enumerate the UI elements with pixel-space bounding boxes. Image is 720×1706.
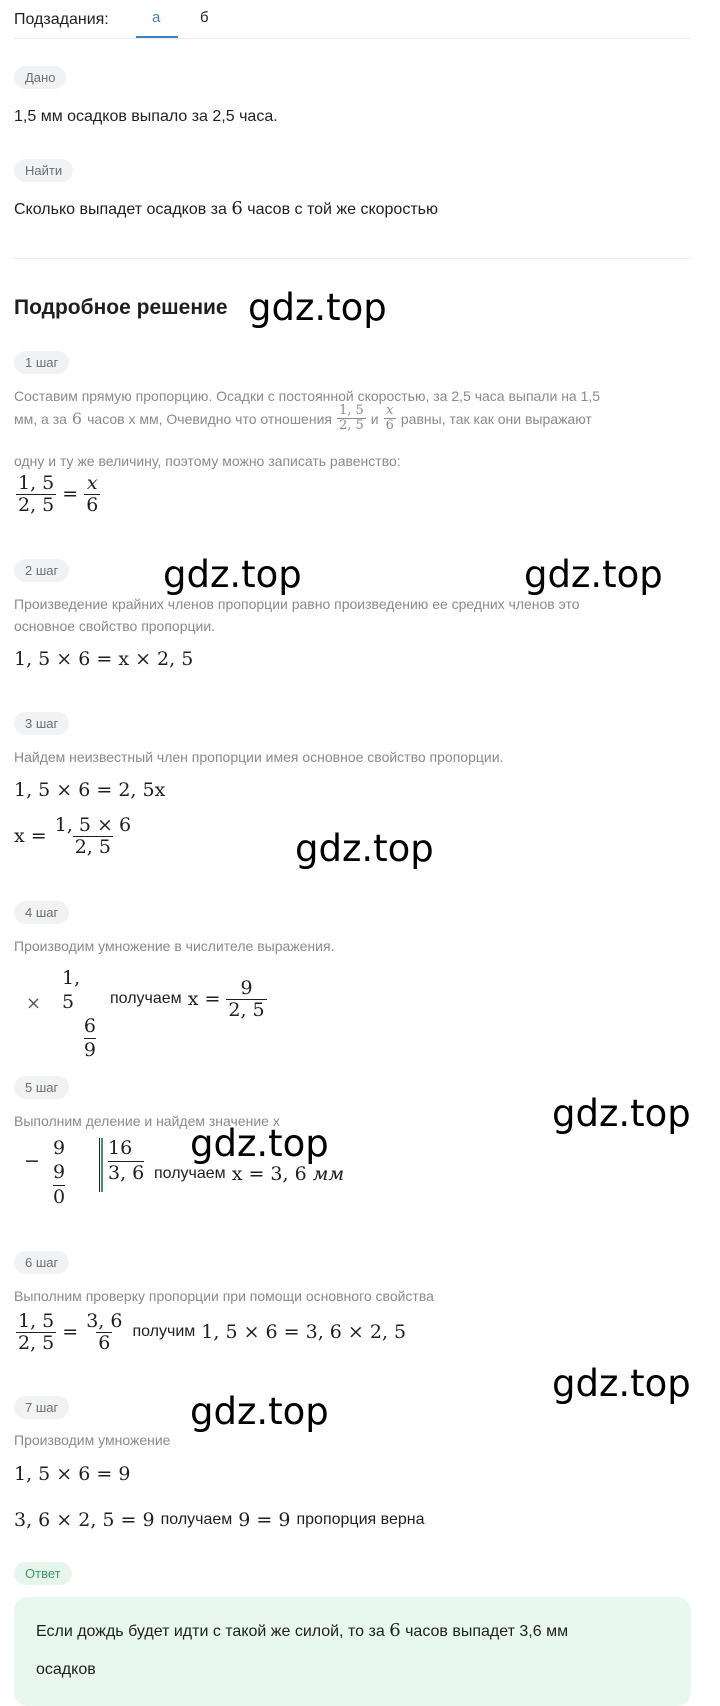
step-1-eq-frac-2: [84, 473, 100, 516]
step-1-text-line2: [14, 404, 592, 434]
step-1-eq-frac-1-num: 1, 5: [18, 472, 55, 494]
step-1-line2-c: равны, так как они выражают: [400, 410, 592, 427]
step-4-fraction-den: 2, 5: [228, 998, 265, 1021]
answer-badge: Ответ: [14, 1562, 72, 1585]
header-divider: [14, 38, 691, 39]
step-5-result: [148, 1163, 344, 1185]
step-1-ratio-2: [384, 404, 396, 434]
step-3-lhs: x =: [14, 825, 47, 848]
step-3-badge: 3 шаг: [14, 712, 69, 735]
step-4-fraction: [226, 978, 266, 1021]
step-6-frac-2-den: 6: [98, 1331, 111, 1354]
watermark: gdz.top: [190, 1390, 329, 1433]
step-1-line2-b: часов х мм, Очевидно что отношения: [87, 410, 332, 427]
step-3-formula-1: 1, 5 × 6 = 2, 5x: [14, 779, 166, 801]
step-4-top: 1, 5: [62, 967, 81, 1013]
step-5-badge: 5 шаг: [14, 1076, 69, 1099]
step-1-ratio-1-den: 2, 5: [338, 418, 364, 434]
step-1-equation: [14, 473, 102, 516]
step-4-lhs: x =: [187, 988, 221, 1011]
step-7-word-1: получаем: [160, 1511, 233, 1528]
answer-line-2: осадков: [36, 1661, 96, 1678]
step-5-text: Выполним деление и найдем значение х: [14, 1113, 280, 1129]
tab-b[interactable]: б: [200, 9, 209, 26]
step-6-frac-1-den: 2, 5: [18, 1331, 55, 1354]
step-4-fraction-num: 9: [240, 977, 253, 999]
step-4-times-sign: ×: [26, 993, 42, 1014]
step-4-mid: 6: [83, 1014, 96, 1037]
step-5-dividend: 9: [52, 1137, 66, 1159]
watermark: gdz.top: [248, 286, 387, 329]
solution-title: Подробное решение: [14, 296, 228, 319]
step-6-frac-1-num: 1, 5: [18, 1310, 55, 1332]
find-text-after: часов с той же скоростью: [247, 201, 438, 218]
step-4-bottom: 9: [83, 1039, 96, 1062]
step-6-frac-2-num: 3, 6: [86, 1310, 123, 1332]
step-6-text: Выполним проверку пропорции при помощи основного свойства: [14, 1288, 434, 1304]
step-7-word-2: пропорция верна: [296, 1511, 425, 1528]
find-text: [14, 198, 438, 221]
step-5-minus: −: [24, 1150, 40, 1172]
watermark: gdz.top: [163, 553, 302, 596]
step-5-word: получаем: [154, 1165, 226, 1182]
step-7-badge: 7 шаг: [14, 1396, 69, 1419]
step-6-formula: [14, 1311, 406, 1354]
step-7-check: 9 = 9: [238, 1509, 291, 1531]
step-2-formula: 1, 5 × 6 = x × 2, 5: [14, 648, 194, 670]
step-4-word: получаем: [110, 990, 182, 1008]
step-3-text: Найдем неизвестный член пропорции имея основное свойство пропорции.: [14, 749, 504, 765]
step-5-subtrahend: 9: [53, 1161, 65, 1186]
step-1-eq-frac-2-den: 6: [86, 493, 99, 516]
given-text: 1,5 мм осадков выпало за 2,5 часа.: [14, 108, 278, 125]
watermark: gdz.top: [190, 1122, 329, 1165]
step-7-formula-1: 1, 5 × 6 = 9: [14, 1463, 131, 1485]
step-5-unit: мм: [312, 1163, 345, 1185]
answer-number: 6: [389, 1620, 401, 1641]
step-7-text: Производим умножение: [14, 1432, 171, 1448]
answer-line-1: [36, 1620, 568, 1641]
step-4-text: Производим умножение в числителе выражения.: [14, 938, 335, 954]
step-6-badge: 6 шаг: [14, 1251, 69, 1274]
section-divider: [14, 258, 691, 259]
step-4-result: [104, 978, 269, 1021]
answer-text-before: Если дождь будет идти с такой же силой, то за: [36, 1623, 385, 1640]
step-1-and: и: [370, 410, 379, 427]
step-1-eq-frac-1: [16, 473, 56, 516]
step-6-eq: =: [62, 1321, 79, 1344]
step-1-line2-a: мм, а за: [14, 410, 67, 427]
find-badge: Найти: [14, 159, 73, 182]
step-1-line2-num: 6: [71, 408, 83, 428]
step-1-text-line1: Составим прямую пропорцию. Осадки с постоянной скоростью, за 2,5 часа выпали на 1,5: [14, 388, 601, 404]
watermark: gdz.top: [552, 1362, 691, 1405]
step-5-column: [48, 1137, 70, 1209]
subtasks-label: Подзадания:: [14, 11, 109, 28]
find-number: 6: [231, 198, 243, 219]
step-2-text-line2: основное свойство пропорции.: [14, 618, 216, 634]
watermark: gdz.top: [552, 1092, 691, 1135]
step-6-product: 1, 5 × 6 = 3, 6 × 2, 5: [201, 1321, 407, 1344]
step-6-word: получим: [132, 1323, 196, 1341]
tab-a[interactable]: а: [152, 9, 161, 26]
step-1-ratio-2-den: 6: [385, 418, 394, 434]
step-4-column: [62, 967, 96, 1063]
answer-box: [14, 1597, 691, 1706]
step-1-eq-sign: =: [62, 483, 79, 506]
step-7-formula-2: [14, 1509, 430, 1531]
step-1-ratio-1-num: 1, 5: [338, 403, 364, 418]
step-7-product: 3, 6 × 2, 5 = 9: [14, 1509, 155, 1531]
given-badge: Дано: [14, 66, 66, 89]
step-5-remainder: 0: [52, 1185, 66, 1208]
step-2-text-line1: Произведение крайних членов пропорции равно произведению ее средних членов это: [14, 596, 580, 612]
step-1-eq-frac-2-num: x: [86, 472, 98, 494]
step-5-quotient-bottom: 3, 6: [108, 1161, 145, 1184]
step-3-fraction-num: 1, 5 × 6: [54, 814, 132, 836]
step-1-text-line3: одну и ту же величину, поэтому можно записать равенство:: [14, 453, 401, 469]
step-5-quotient-top: 16: [108, 1137, 133, 1159]
step-6-frac-1: [16, 1311, 56, 1354]
answer-text-after: часов выпадет 3,6 мм: [405, 1623, 569, 1640]
step-2-badge: 2 шаг: [14, 559, 69, 582]
step-5-result-eq: x = 3, 6: [231, 1163, 307, 1185]
step-5-quotient: [108, 1137, 144, 1186]
step-3-fraction: [53, 815, 133, 858]
watermark: gdz.top: [295, 827, 434, 870]
step-1-eq-frac-1-den: 2, 5: [18, 493, 55, 516]
step-1-badge: 1 шаг: [14, 351, 69, 374]
step-5-division-bar-green: [101, 1138, 103, 1192]
step-6-frac-2: [84, 1311, 124, 1354]
step-4-badge: 4 шаг: [14, 901, 69, 924]
step-1-ratio-1: [337, 404, 366, 434]
watermark: gdz.top: [524, 553, 663, 596]
step-3-formula-2: [14, 815, 135, 858]
find-text-before: Сколько выпадет осадков за: [14, 201, 227, 218]
step-1-ratio-2-num: x: [386, 403, 394, 418]
step-3-fraction-den: 2, 5: [74, 835, 111, 858]
